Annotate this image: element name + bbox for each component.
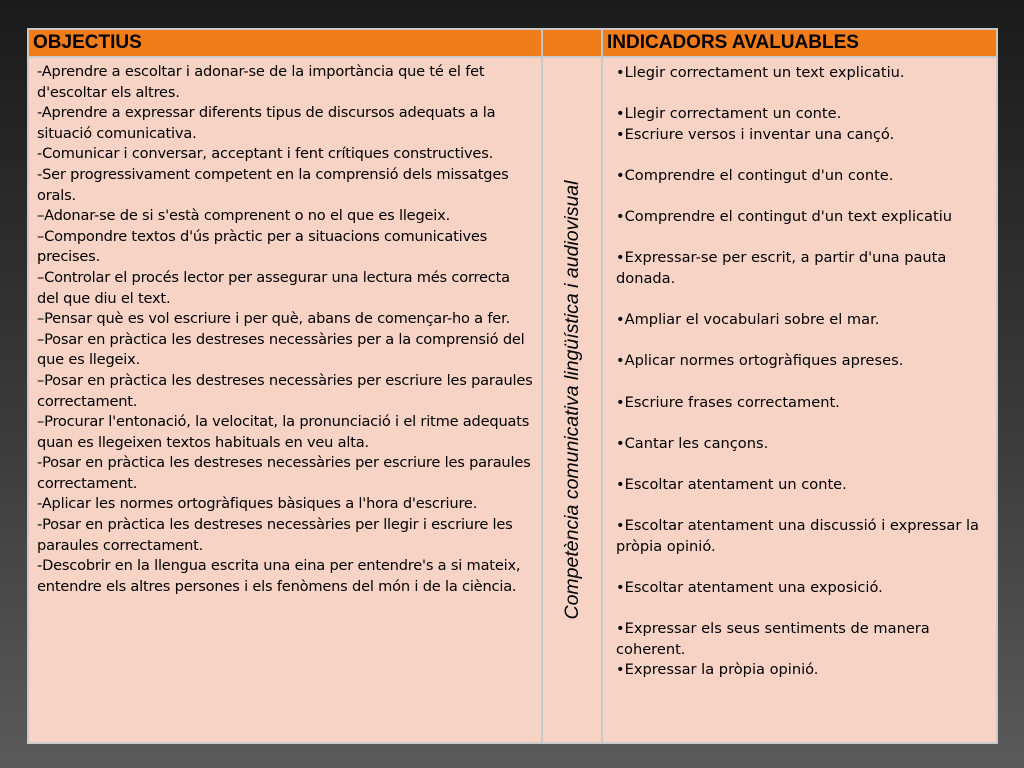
indicator-item: •Expressar els seus sentiments de manera coherent. (616, 620, 930, 658)
indicator-item: •Escoltar atentament una discussió i expressar la pròpia opinió. (616, 517, 979, 555)
objectives-list (37, 62, 535, 597)
indicator-item: •Escoltar atentament una exposició. (616, 578, 883, 596)
indicator-item: •Escriure frases correctament. (616, 393, 840, 411)
objective-item: –Posar en pràctica les destreses necessàries per a la comprensió del que es llegeix. (37, 330, 525, 369)
indicator-spacer (616, 290, 990, 311)
indicators-cell (603, 58, 996, 742)
indicator-spacer (616, 454, 990, 475)
objective-item: -Posar en pràctica les destreses necessàries per llegir i escriure les paraules correctament. (37, 516, 513, 554)
indicator-item: •Aplicar normes ortogràfiques apreses. (616, 352, 904, 370)
objectives-cell (29, 58, 541, 742)
objective-item: -Ser progressivament competent en la comprensió dels missatges orals. (37, 165, 509, 204)
objective-item: -Aprendre a escoltar i adonar-se de la importància que té el fet d'escoltar els altres. (37, 63, 485, 101)
indicator-spacer (616, 557, 990, 578)
competence-label: Competència comunicativa lingüística i audiovisual (561, 180, 583, 620)
indicator-item: •Cantar les cançons. (616, 434, 769, 452)
objective-item: –Pensar què es vol escriure i per què, abans de començar-ho a fer. (37, 310, 510, 328)
indicator-item: •Llegir correctament un conte. (616, 105, 842, 123)
indicator-item: •Ampliar el vocabulari sobre el mar. (616, 311, 880, 329)
objective-item: –Adonar-se de si s'està comprenent o no el que es llegeix. (37, 207, 451, 225)
indicator-item: •Escoltar atentament un conte. (616, 475, 847, 493)
objective-item: -Aplicar les normes ortogràfiques bàsiques a l'hora d'escriure. (37, 495, 478, 513)
objective-item: -Descobrir en la llengua escrita una eina per entendre's a si mateix, entendre els altres persones i els fenòmens del món i de la ciència. (37, 557, 521, 595)
objectives-table (27, 28, 998, 744)
indicator-spacer (616, 187, 990, 208)
indicator-spacer (616, 228, 990, 249)
indicator-item: •Expressar-se per escrit, a partir d'una pauta donada. (616, 249, 947, 287)
objective-item: -Comunicar i conversar, acceptant i fent crítiques constructives. (37, 145, 494, 163)
indicator-item: •Expressar la pròpia opinió. (616, 661, 819, 679)
indicator-item: •Escriure versos i inventar una cançó. (616, 125, 895, 143)
indicator-item: •Comprendre el contingut d'un conte. (616, 166, 894, 184)
header-competence-empty (543, 30, 601, 56)
indicator-spacer (616, 372, 990, 393)
indicator-spacer (616, 598, 990, 619)
objective-item: -Posar en pràctica les destreses necessàries per escriure les paraules correctament. (37, 454, 531, 492)
competence-cell (543, 58, 601, 742)
indicator-spacer (616, 331, 990, 352)
indicator-spacer (616, 145, 990, 166)
objective-item: –Procurar l'entonació, la velocitat, la pronunciació i el ritme adequats quan es llegeixen textos habituals en veu alta. (37, 413, 530, 451)
indicators-list (616, 63, 990, 681)
header-indicators: INDICADORS AVALUABLES (603, 30, 996, 56)
indicator-item: •Comprendre el contingut d'un text explicatiu (616, 208, 953, 226)
header-objectives: OBJECTIUS (29, 30, 541, 56)
indicator-spacer (616, 495, 990, 516)
objective-item: –Posar en pràctica les destreses necessàries per escriure les paraules correctament. (37, 371, 533, 410)
objective-item: -Aprendre a expressar diferents tipus de discursos adequats a la situació comunicativa. (37, 104, 496, 142)
indicator-spacer (616, 84, 990, 105)
objective-item: –Compondre textos d'ús pràctic per a situacions comunicatives precises. (37, 227, 488, 266)
indicator-item: •Llegir correctament un text explicatiu. (616, 64, 905, 81)
indicator-spacer (616, 413, 990, 434)
objective-item: –Controlar el procés lector per assegurar una lectura més correcta del que diu el text. (37, 268, 510, 307)
